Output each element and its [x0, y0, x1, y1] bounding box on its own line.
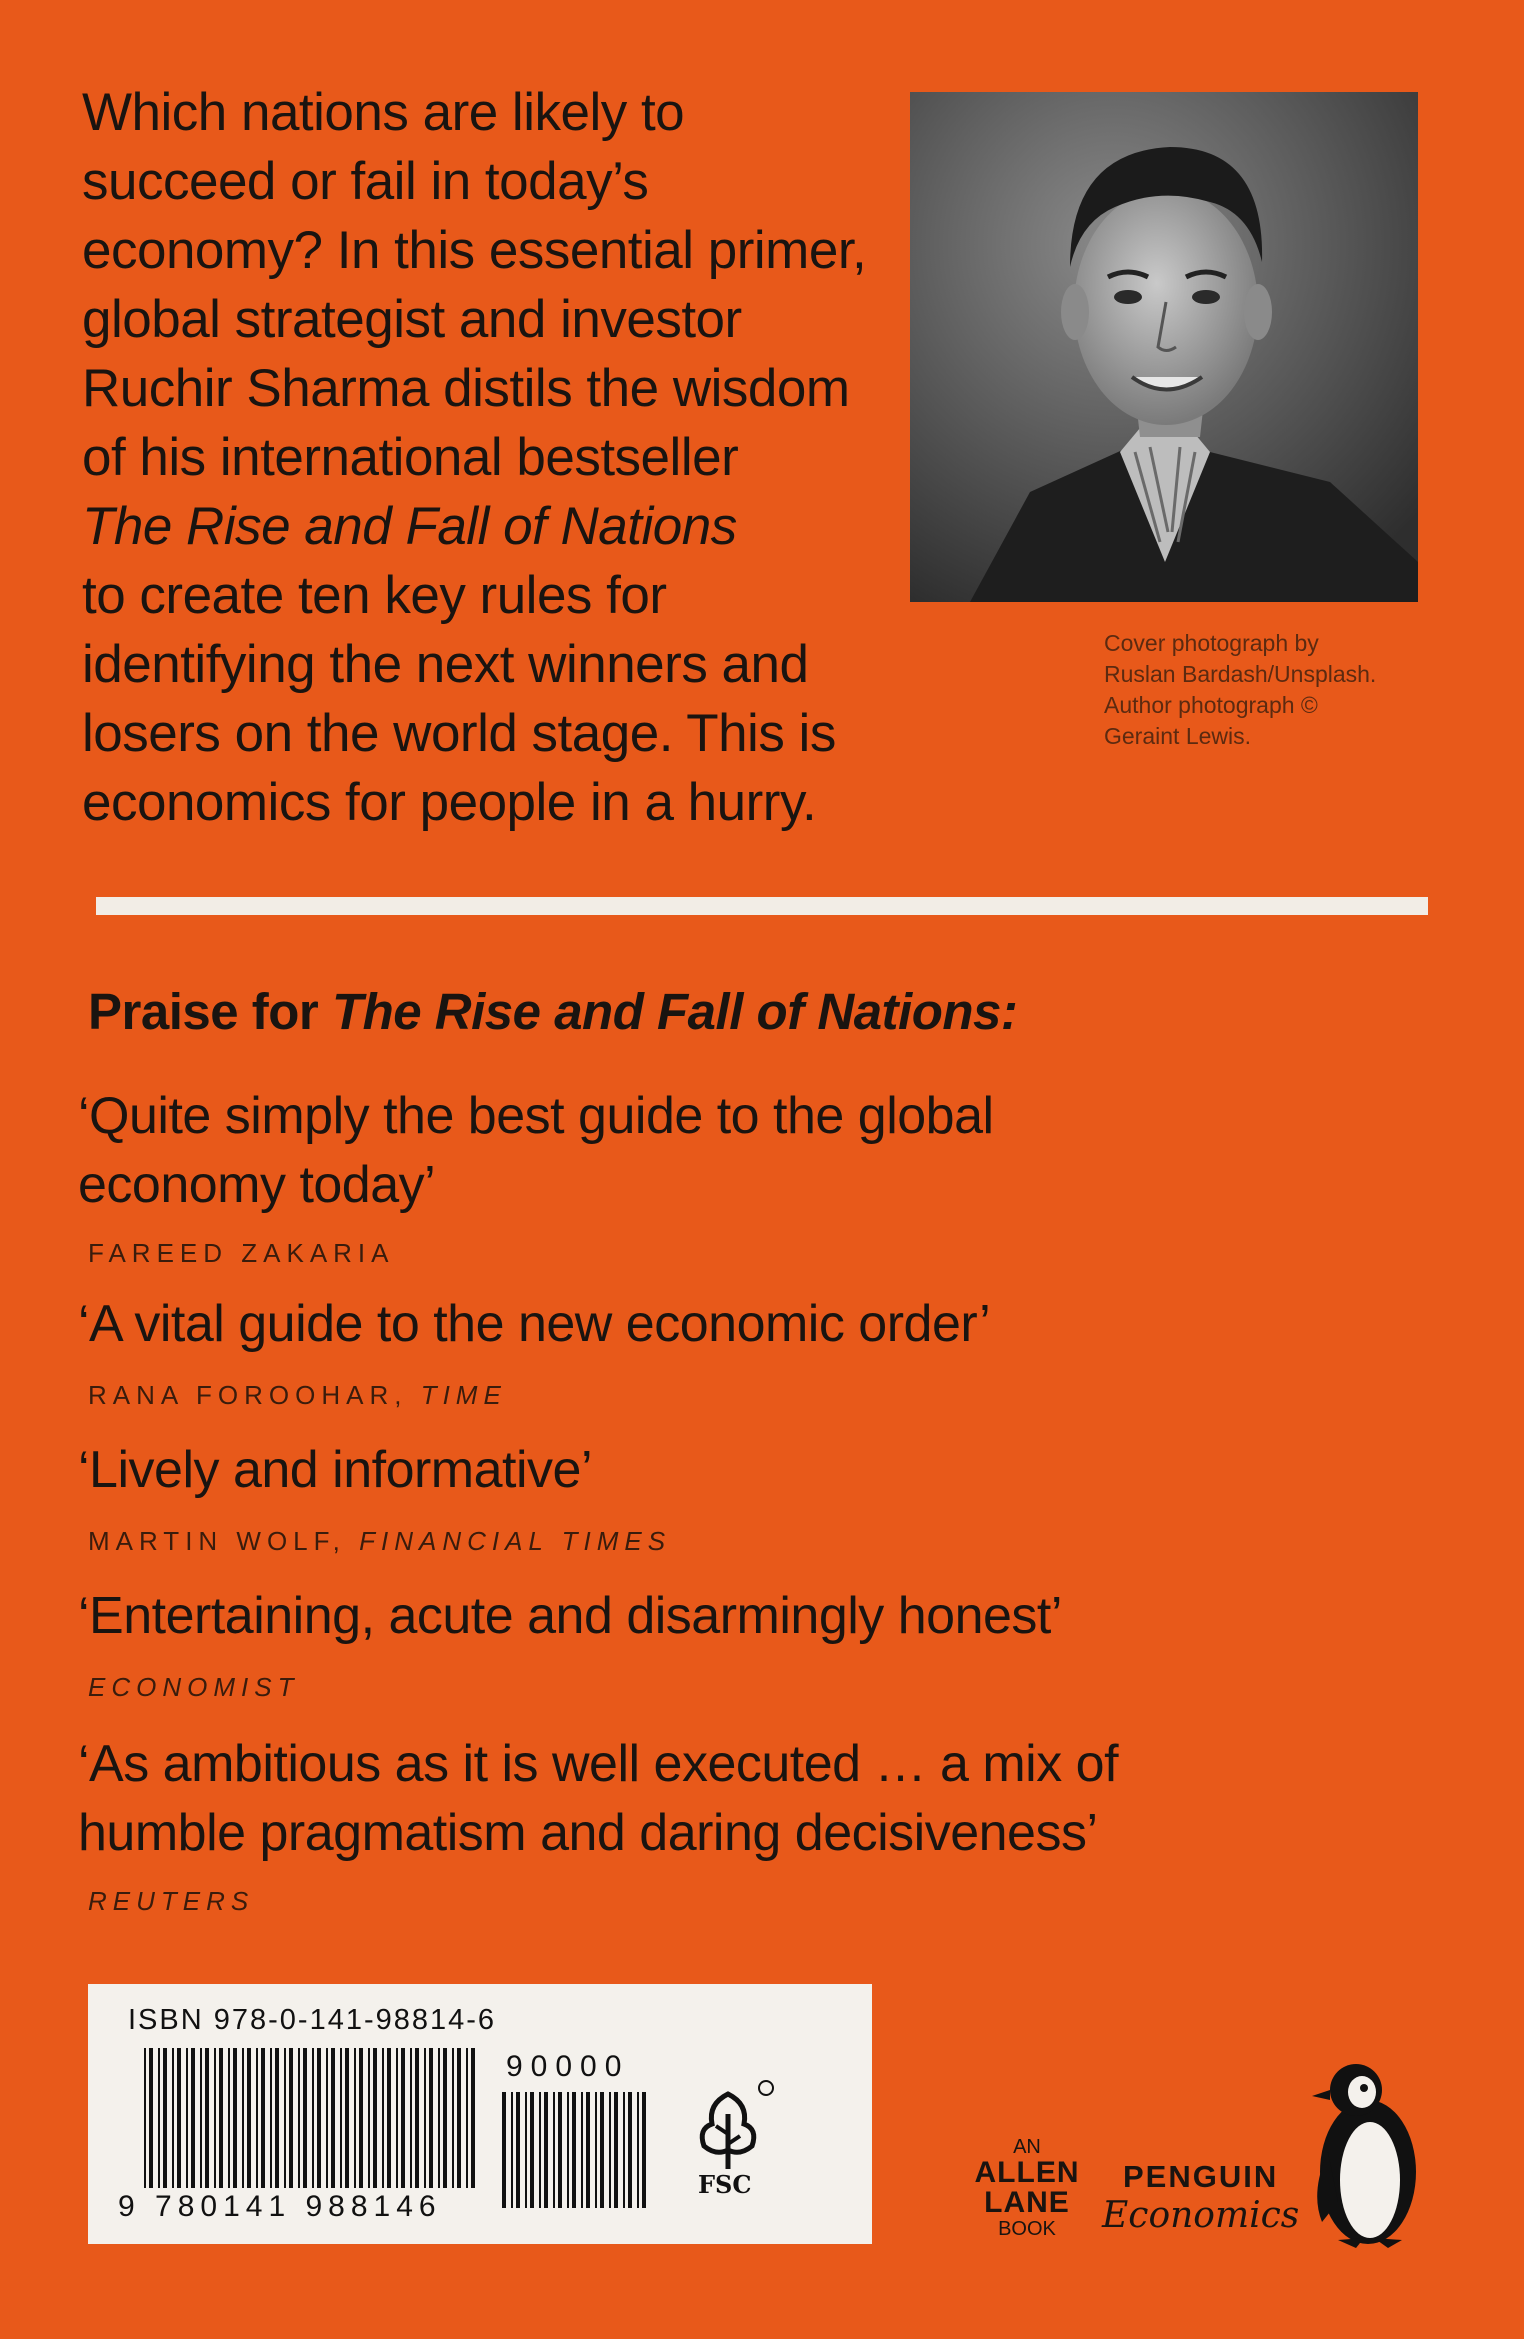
barcode-bar: [637, 2092, 639, 2208]
barcode-bar: [177, 2048, 181, 2188]
barcode-bar: [163, 2048, 167, 2188]
barcode-bar: [429, 2048, 433, 2188]
credit-line: Cover photograph by: [1104, 630, 1319, 656]
barcode-bar: [511, 2092, 513, 2208]
barcode-bar: [424, 2048, 426, 2188]
author-photo: [910, 92, 1418, 602]
quote-line: ‘A vital guide to the new economic order’: [78, 1295, 991, 1353]
barcode-bar: [558, 2092, 562, 2208]
quote-line: economy today’: [78, 1156, 436, 1214]
barcode-bar: [401, 2048, 405, 2188]
imprint-lane: LANE: [984, 2186, 1070, 2219]
barcode-bar: [415, 2048, 419, 2188]
isbn-label: ISBN 978-0-141-98814-6: [128, 2004, 497, 2036]
barcode-bar: [382, 2048, 384, 2188]
barcode-bar: [270, 2048, 272, 2188]
barcode-bar: [149, 2048, 153, 2188]
praise-heading-title: The Rise and Fall of Nations:: [331, 983, 1018, 1040]
quote-attribution: [88, 1672, 299, 1703]
penguin-logo-icon: [1308, 2052, 1426, 2252]
barcode-bar: [544, 2092, 548, 2208]
barcode-bar: [387, 2048, 391, 2188]
quote-line: ‘As ambitious as it is well executed … a mix of: [78, 1735, 1119, 1793]
praise-quote: [78, 1582, 1378, 1651]
quote-line: ‘Entertaining, acute and disarmingly honest’: [78, 1587, 1062, 1645]
quote-attribution: [88, 1380, 507, 1411]
barcode-bar: [642, 2092, 646, 2208]
blurb-line: losers on the world stage. This is: [82, 704, 836, 763]
quote-attribution: [88, 1886, 254, 1917]
barcode-bar: [530, 2092, 534, 2208]
barcode-bar: [443, 2048, 447, 2188]
quote-source: REUTERS: [88, 1886, 255, 1916]
imprint-an: AN: [1013, 2136, 1041, 2158]
imprint-allen: ALLEN: [974, 2156, 1080, 2189]
quote-source: FINANCIAL TIMES: [359, 1526, 672, 1556]
barcode-bar: [586, 2092, 590, 2208]
barcode-bar: [581, 2092, 583, 2208]
barcode-bar: [275, 2048, 279, 2188]
barcode-bar: [628, 2092, 632, 2208]
credit-line: Geraint Lewis.: [1104, 723, 1252, 749]
barcode-bar: [298, 2048, 300, 2188]
barcode-bar: [214, 2048, 216, 2188]
quote-line: ‘Lively and informative’: [78, 1441, 593, 1499]
barcode-bar: [452, 2048, 454, 2188]
blurb-line: succeed or fail in today’s: [82, 152, 649, 211]
barcode-bar: [466, 2048, 468, 2188]
barcode-bar: [205, 2048, 209, 2188]
barcode-bar: [345, 2048, 349, 2188]
barcode-bar: [373, 2048, 377, 2188]
publisher-name: PENGUIN: [1123, 2159, 1279, 2194]
barcode-bar: [525, 2092, 527, 2208]
blurb-line: economy? In this essential primer,: [82, 221, 867, 280]
barcode-bar: [354, 2048, 356, 2188]
barcode-bar: [186, 2048, 188, 2188]
barcode-bar: [289, 2048, 293, 2188]
barcode-bar: [567, 2092, 569, 2208]
quote-attribution: [88, 1238, 395, 1269]
quote-line: ‘Quite simply the best guide to the global: [78, 1087, 994, 1145]
barcode-bar: [340, 2048, 342, 2188]
barcode-bar: [609, 2092, 611, 2208]
barcode-bar: [312, 2048, 314, 2188]
fsc-label: FSC: [698, 2170, 752, 2199]
quote-author: RANA FOROOHAR,: [88, 1380, 421, 1410]
quote-line: humble pragmatism and daring decisiveness’: [78, 1804, 1098, 1862]
barcode-bar: [331, 2048, 335, 2188]
barcode-bar: [233, 2048, 237, 2188]
allen-lane-imprint: [972, 2136, 1082, 2240]
barcode-bar: [317, 2048, 321, 2188]
barcode-bar: [242, 2048, 244, 2188]
barcode-bar: [368, 2048, 370, 2188]
photo-credits: [1104, 628, 1424, 752]
barcode-bar: [144, 2048, 146, 2188]
blurb-line: Which nations are likely to: [82, 83, 685, 142]
barcode-bar: [502, 2092, 506, 2208]
quote-source: TIME: [420, 1380, 507, 1410]
quote-source: ECONOMIST: [88, 1672, 300, 1702]
praise-quote: [78, 1436, 1378, 1505]
praise-quote: [78, 1730, 1378, 1868]
price-code: 90000: [506, 2050, 630, 2083]
author-portrait-illustration: [910, 92, 1418, 602]
quote-author: MARTIN WOLF,: [88, 1526, 360, 1556]
barcode-bar: [326, 2048, 328, 2188]
praise-quote: [78, 1290, 1378, 1359]
barcode-bar: [539, 2092, 541, 2208]
isbn-digits: 9 780141 988146: [118, 2190, 442, 2223]
barcode-bar: [553, 2092, 555, 2208]
blurb-line: Ruchir Sharma distils the wisdom: [82, 359, 850, 418]
barcode-bar: [595, 2092, 597, 2208]
imprint-book: BOOK: [998, 2218, 1056, 2240]
barcode-bar: [158, 2048, 160, 2188]
barcode-bar: [261, 2048, 265, 2188]
blurb-line: economics for people in a hurry.: [82, 773, 817, 832]
barcode-bar: [396, 2048, 398, 2188]
barcode-bar: [303, 2048, 307, 2188]
credit-line: Author photograph ©: [1104, 692, 1318, 718]
barcode-bar: [219, 2048, 223, 2188]
praise-quote: [78, 1082, 1378, 1220]
barcode-bar: [457, 2048, 461, 2188]
praise-heading: [88, 982, 1017, 1041]
praise-heading-prefix: Praise for: [88, 983, 332, 1040]
barcode-bar: [247, 2048, 251, 2188]
barcode-panel: [88, 1984, 872, 2244]
isbn-barcode: [144, 2048, 484, 2188]
barcode-bar: [228, 2048, 230, 2188]
barcode-bar: [172, 2048, 174, 2188]
blurb-line: identifying the next winners and: [82, 635, 809, 694]
blurb-line: of his international bestseller: [82, 428, 739, 487]
section-divider: [96, 897, 1428, 915]
barcode-bar: [359, 2048, 363, 2188]
barcode-bar: [572, 2092, 576, 2208]
barcode-bar: [600, 2092, 604, 2208]
blurb-book-title: The Rise and Fall of Nations: [82, 497, 737, 556]
credit-line: Ruslan Bardash/Unsplash.: [1104, 661, 1377, 687]
barcode-bar: [410, 2048, 412, 2188]
barcode-bar: [256, 2048, 258, 2188]
barcode-bar: [614, 2092, 618, 2208]
penguin-economics-series: [1102, 2160, 1299, 2238]
quote-attribution: [88, 1526, 671, 1557]
series-name: Economics: [1102, 2195, 1300, 2236]
blurb-line: global strategist and investor: [82, 290, 742, 349]
blurb-line: to create ten key rules for: [82, 566, 667, 625]
barcode-bar: [471, 2048, 475, 2188]
barcode-bar: [284, 2048, 286, 2188]
back-cover-blurb: [82, 78, 942, 837]
barcode-bar: [200, 2048, 202, 2188]
barcode-bar: [191, 2048, 195, 2188]
barcode-bar: [438, 2048, 440, 2188]
barcode-bar: [623, 2092, 625, 2208]
price-barcode: [502, 2092, 652, 2222]
barcode-bar: [516, 2092, 520, 2208]
quote-author: FAREED ZAKARIA: [88, 1238, 395, 1268]
